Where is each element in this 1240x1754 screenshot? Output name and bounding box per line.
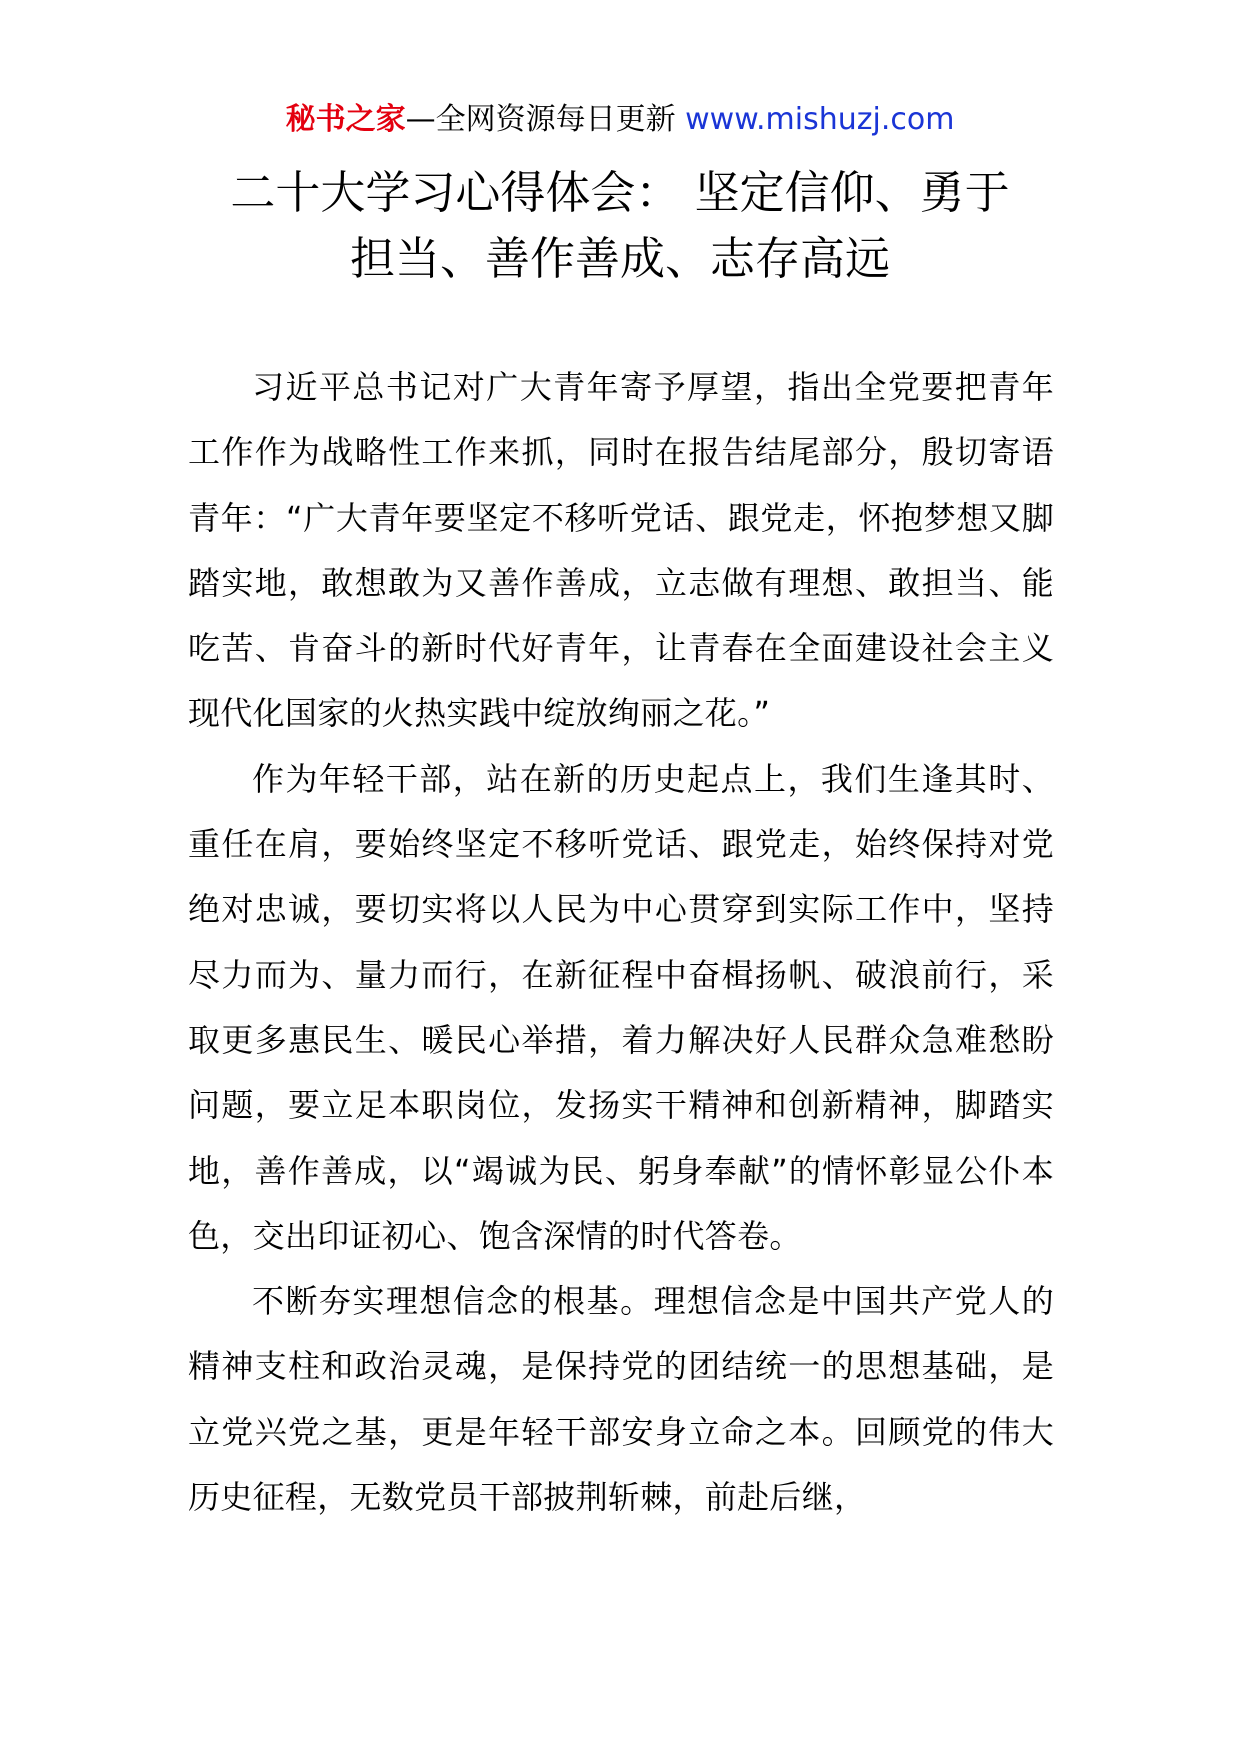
paragraph-3: 不断夯实理想信念的根基。理想信念是中国共产党人的精神支柱和政治灵魂，是保持党的团结统一的思想基础，是立党兴党之基，更是年轻干部安身立命之本。回顾党的伟大历史征程，无数党员干部披荆斩棘，前赴后继， <box>188 1282 1054 1517</box>
title-line-1: 二十大学习心得体会： 坚定信仰、勇于 <box>230 166 1010 219</box>
site-brand: 秘书之家 <box>285 102 406 137</box>
site-header <box>0 100 1240 140</box>
document-body <box>188 355 1054 1530</box>
site-slogan: —全网资源每日更新 <box>405 102 686 137</box>
title-line-2: 担当、善作善成、志存高远 <box>349 232 890 285</box>
paragraph-2: 作为年轻干部，站在新的历史起点上，我们生逢其时、重任在肩，要始终坚定不移听党话、跟党走，始终保持对党绝对忠诚，要切实将以人民为中心贯穿到实际工作中，坚持尽力而为、量力而行，在新征程中奋楫扬帆、破浪前行，采取更多惠民生、暖民心举措，着力解决好人民群众急难愁盼问题，要立足本职岗位，发扬实干精神和创新精神，脚踏实地，善作善成，以“竭诚为民、躬身奉献”的情怀彰显公仆本色，交出印证初心、饱含深情的时代答卷。 <box>188 759 1054 1255</box>
paragraph-1: 习近平总书记对广大青年寄予厚望，指出全党要把青年工作作为战略性工作来抓，同时在报告结尾部分，殷切寄语青年：“广大青年要坚定不移听党话、跟党走，怀抱梦想又脚踏实地，敢想敢为又善作善成，立志做有理想、敢担当、能吃苦、肯奋斗的新时代好青年，让青春在全面建设社会主义现代化国家的火热实践中绽放绚丽之花。” <box>188 368 1054 733</box>
document-title <box>150 160 1090 292</box>
site-url-link[interactable]: www.mishuzj.com <box>685 102 955 137</box>
